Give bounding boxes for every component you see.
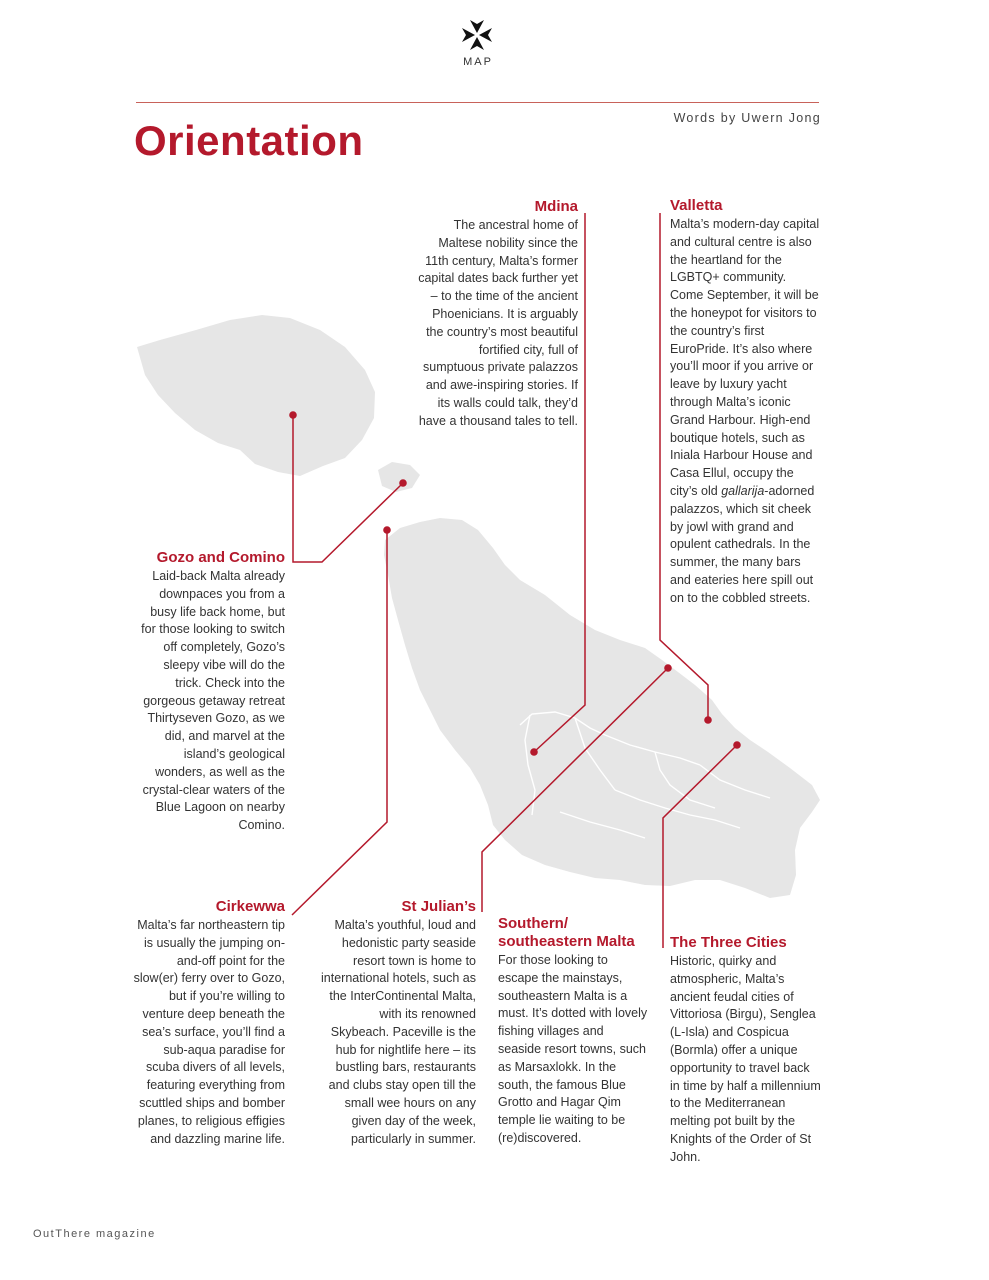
page-title: Orientation (134, 117, 364, 164)
comino-marker (399, 479, 407, 487)
cirkewwa-text: Malta’s far northeastern tip is usually the jumping on-and-off point for the slow(er) ferry over to Gozo, but if you’re willing to venture deep beneath the sea’s surface, you’ll find a sub-aqua paradise for scuba divers of all levels, featuring everything from scuttled ships and bomber planes, to religious effigies and dazzling marine life. (133, 918, 285, 1146)
valletta-block (670, 197, 822, 608)
southern-text: For those looking to escape the mainstays, southeastern Malta is a must. It’s dotted with lovely fishing villages and seaside resort towns, such as Marsaxlokk. In the south, the famous Blue Grotto and Hagar Qim temple lie waiting to be (re)discovered. (498, 953, 648, 1145)
cirkewwa-heading: Cirkewwa (215, 898, 285, 915)
section-label: MAP (463, 56, 493, 68)
gozo-text: Laid-back Malta already downpaces you from a busy life back home, but for those looking to switch off completely, Gozo’s sleepy vibe will do the trick. Check into the gorgeous getaway retreat Thirtyseven Gozo, as we did, and marvel at the island’s geological wonders, as well as the crystal-clear waters of the Blue Lagoon on nearby Comino. (141, 569, 285, 833)
mdina-block (415, 198, 578, 431)
gozo-island (137, 315, 375, 476)
threecities-heading: The Three Cities (670, 934, 787, 951)
gozo-marker (289, 411, 297, 419)
gozo-heading: Gozo and Comino (156, 549, 285, 566)
mdina-text: The ancestral home of Maltese nobility since the 11th century, Malta’s former capital dates back further yet – to the time of the ancient Phoenicians. It is arguably the country’s most beautiful fortified city, full of sumptuous private palazzos and awe-inspiring stories. If its walls could talk, they’d have a thousand tales to tell. (418, 218, 578, 428)
cirkewwa-marker (383, 526, 391, 534)
valletta-marker (704, 716, 712, 724)
threecities-marker (733, 741, 741, 749)
valletta-text (670, 216, 822, 608)
cirkewwa-block (133, 898, 285, 1148)
southern-heading: Southern/ southeastern Malta (498, 915, 635, 950)
mdina-marker (530, 748, 538, 756)
stjulians-heading: St Julian’s (401, 898, 476, 915)
stjulians-block (320, 898, 476, 1148)
valletta-text-part2: -adorned palazzos, which sit cheek by jowl with grand and opulent cathedrals. In the summer, the many bars and eateries here spill out on to the cobbled streets. (670, 483, 815, 605)
cirkewwa-leader (292, 530, 387, 915)
byline: Words by Uwern Jong (673, 111, 821, 125)
threecities-text: Historic, quirky and atmospheric, Malta’s ancient feudal cities of Vittoriosa (Birgu), Senglea (L-Isla) and Cospicua (Bormla) offer a unique opportunity to travel back in time by half a millennium to the Mediterranean melting pot built by the Knights of the Order of St John. (670, 954, 821, 1164)
stjulians-text: Malta’s youthful, loud and hedonistic party seaside resort town is home to international hotels, such as the InterContinental Malta, with its renowned Skybeach. Paceville is the hub for nightlife here – its bustling bars, restaurants and clubs stay open till the small wee hours on any given day of the week, particularly in summer. (321, 918, 476, 1146)
valletta-text-part1: Malta’s modern-day capital and cultural centre is also the heartland for the LGBTQ+ community. Come September, it will be the honeypot for visitors to the country’s first EuroPride. It’s also where you’ll moor if you arrive or leave by luxury yacht through Malta’s iconic Grand Harbour. High-end boutique hotels, such as Iniala Harbour House and Casa Ellul, occupy the city’s old (670, 217, 820, 498)
gozo-block (134, 549, 285, 835)
stjulians-marker (664, 664, 672, 672)
southern-block (498, 915, 648, 1148)
valletta-text-italic: gallarija (721, 483, 765, 498)
publication-footer: OutThere magazine (33, 1228, 156, 1240)
valletta-heading: Valletta (670, 197, 723, 214)
mdina-heading: Mdina (534, 198, 578, 215)
threecities-block (670, 934, 822, 1167)
